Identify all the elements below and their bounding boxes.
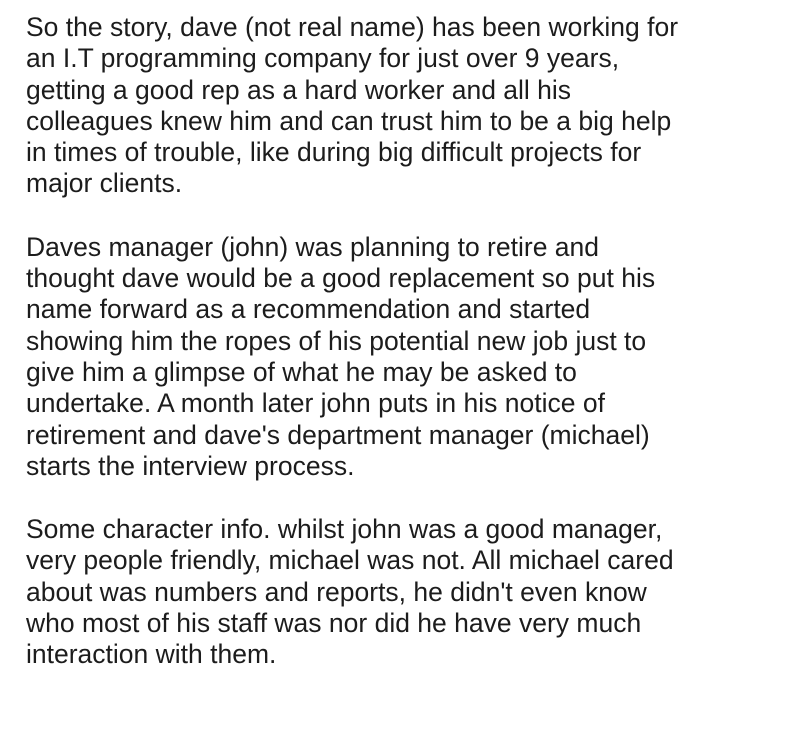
text-line: give him a glimpse of what he may be asked to (26, 356, 577, 387)
text-line: who most of his staff was nor did he have very much (26, 608, 642, 639)
text-line: undertake. A month later john puts in his notice of (26, 388, 605, 419)
text-line: Some character info. whilst john was a good manager, (26, 514, 663, 545)
text-line: starts the interview process. (26, 450, 355, 481)
text-line: thought dave would be a good replacement so put his (26, 263, 656, 294)
text-line: interaction with them. (26, 639, 277, 670)
paragraph-character-info (26, 514, 770, 670)
text-line: retirement and dave's department manager (michael) (26, 419, 650, 450)
text-line: colleagues knew him and can trust him to be a big help (26, 105, 672, 136)
text-line: very people friendly, michael was not. All michael cared (26, 545, 674, 576)
text-line: about was numbers and reports, he didn't even know (26, 576, 647, 607)
text-line: an I.T programming company for just over 9 years, (26, 43, 620, 74)
text-line: getting a good rep as a hard worker and all his (26, 74, 572, 105)
paragraph-manager-retirement (26, 232, 770, 482)
text-line: So the story, dave (not real name) has been working for (26, 12, 679, 42)
text-line: major clients. (26, 168, 183, 199)
text-line: name forward as a recommendation and started (26, 294, 591, 325)
text-line: Daves manager (john) was planning to retire and (26, 231, 600, 262)
text-line: showing him the ropes of his potential new job just to (26, 325, 647, 356)
paragraph-story-intro (26, 12, 770, 200)
text-line: in times of trouble, like during big difficult projects for (26, 137, 642, 168)
